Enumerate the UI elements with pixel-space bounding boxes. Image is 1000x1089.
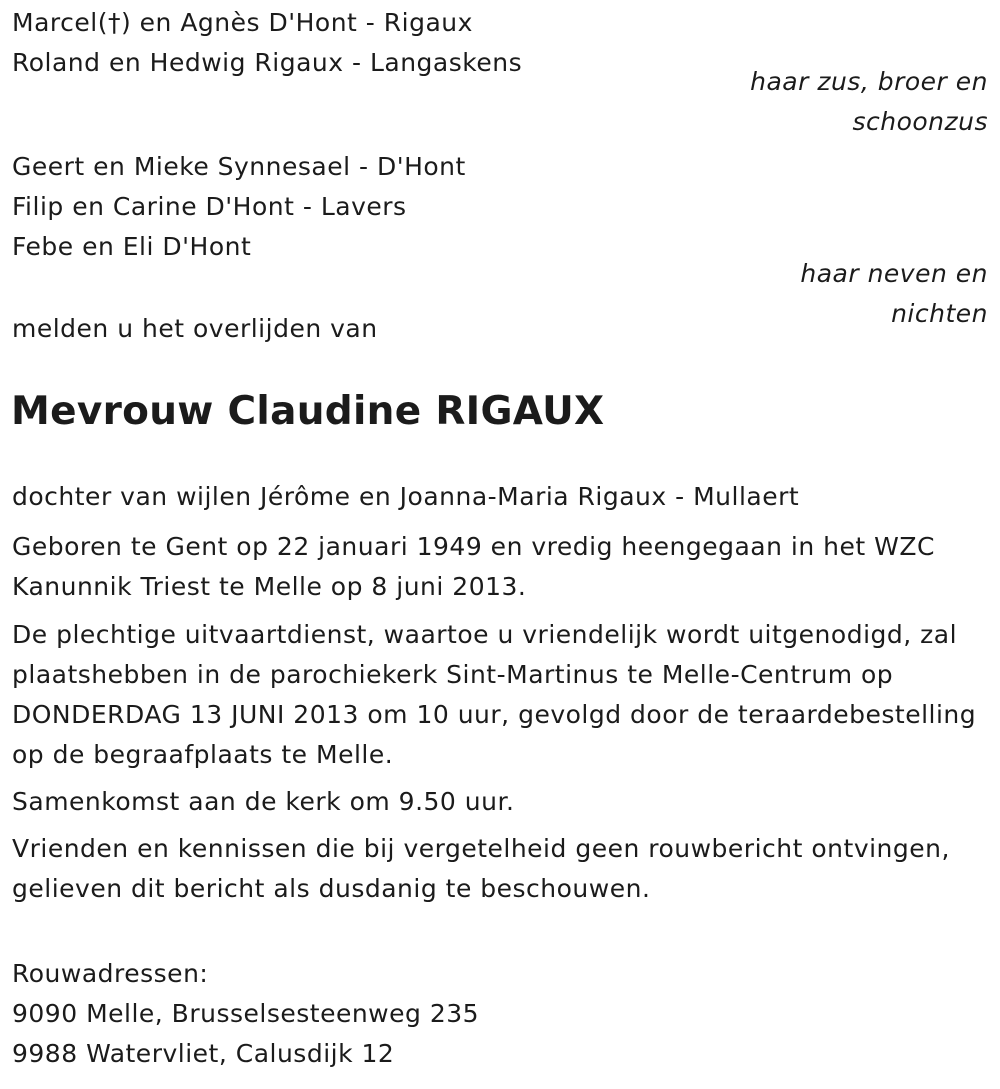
deceased-name-title: Mevrouw Claudine RIGAUX [11,389,605,434]
gathering-text: Samenkomst aan de kerk om 9.50 uur. [12,787,515,816]
mourning-addresses [12,954,988,1074]
announcement-intro [12,309,988,349]
life-dates-paragraph [12,527,988,607]
mourning-address-line: 9988 Watervliet, Calusdijk 12 [12,1039,395,1068]
relation-line: nichten [891,299,988,328]
apology-line: gelieven dit bericht als dusdanig te beschouwen. [12,874,651,903]
mourning-address-line: 9090 Melle, Brusselsesteenweg 235 [12,999,480,1028]
parentage-text: dochter van wijlen Jérôme en Joanna-Maria Rigaux - Mullaert [12,482,800,511]
funeral-service-line: op de begraafplaats te Melle. [12,740,394,769]
relation-label-1 [750,62,988,142]
funeral-service-line: DONDERDAG 13 JUNI 2013 om 10 uur, gevolgd door de teraardebestelling [12,700,977,729]
funeral-service-paragraph [12,615,988,775]
family-member-line: Roland en Hedwig Rigaux - Langaskens [12,48,523,77]
relation-line: haar neven en [800,259,988,288]
relation-line: haar zus, broer en [750,67,988,96]
mourning-addresses-label: Rouwadressen: [12,959,209,988]
gathering-line [12,782,988,822]
apology-paragraph [12,829,988,909]
funeral-service-line: plaatshebben in de parochiekerk Sint-Martinus te Melle-Centrum op [12,660,894,689]
intro-line: melden u het overlijden van [12,314,378,343]
family-group-2 [12,147,988,267]
family-member-line: Filip en Carine D'Hont - Lavers [12,192,407,221]
parentage-line [12,477,988,517]
life-dates-line: Geboren te Gent op 22 januari 1949 en vredig heengegaan in het WZC [12,532,935,561]
family-member-line: Febe en Eli D'Hont [12,232,252,261]
funeral-service-line: De plechtige uitvaartdienst, waartoe u vriendelijk wordt uitgenodigd, zal [12,620,958,649]
life-dates-line: Kanunnik Triest te Melle op 8 juni 2013. [12,572,527,601]
apology-line: Vrienden en kennissen die bij vergetelheid geen rouwbericht ontvingen, [12,834,950,863]
relation-line: schoonzus [852,107,988,136]
family-member-line: Marcel(†) en Agnès D'Hont - Rigaux [12,8,473,37]
family-member-line: Geert en Mieke Synnesael - D'Hont [12,152,466,181]
